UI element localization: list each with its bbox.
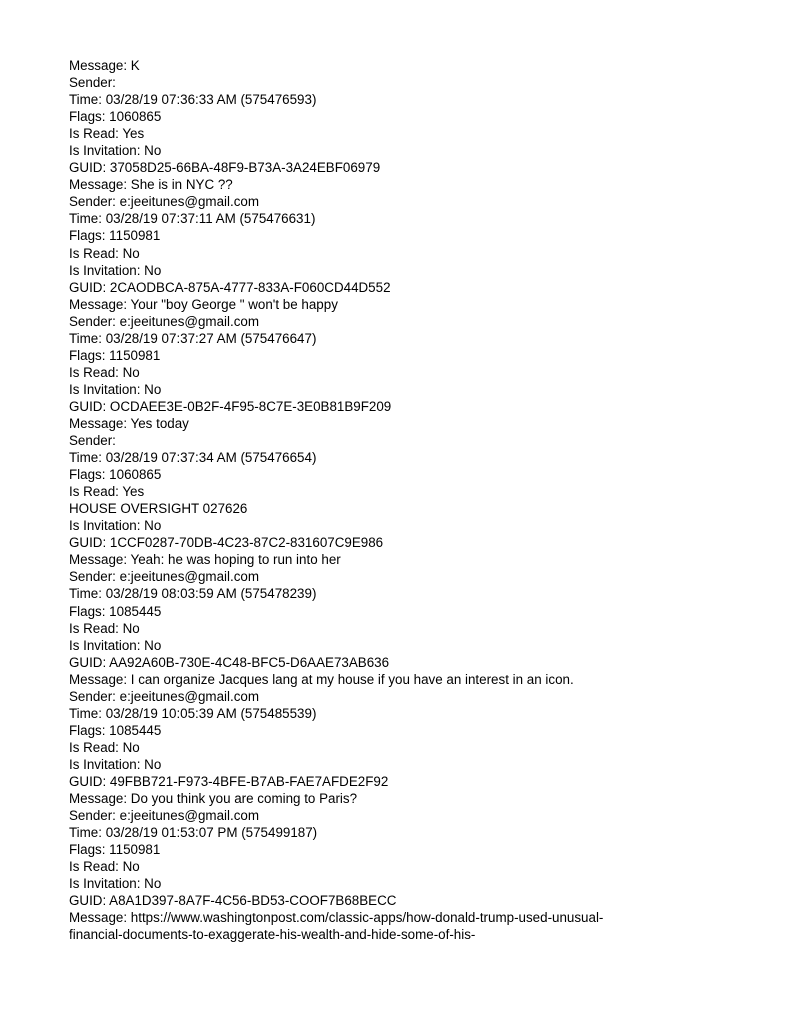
text-line: Time: 03/28/19 07:36:33 AM (575476593) [69,92,317,108]
text-line: Message: Do you think you are coming to Paris? [69,791,358,807]
text-line: Flags: 1060865 [69,467,162,483]
text-line: GUID: OCDAEE3E-0B2F-4F95-8C7E-3E0B81B9F209 [69,398,392,414]
text-line: Sender: e:jeeitunes@gmail.com [69,569,259,585]
text-line: Flags: 1150981 [69,228,161,244]
text-line: GUID: 1CCF0287-70DB-4C23-87C2-831607C9E986 [69,535,384,551]
text-line: Is Invitation: No [69,876,162,892]
text-line: Message: Yes today [69,415,189,431]
text-line: Is Read: No [69,859,140,875]
text-line: Is Invitation: No [69,518,162,534]
text-line: GUID: 37058D25-66BA-48F9-B73A-3A24EBF06979 [69,160,381,176]
text-line: GUID: A8A1D397-8A7F-4C56-BD53-COOF7B68BECC [69,893,397,909]
text-line: Flags: 1150981 [69,347,161,363]
text-line: Message: Your "boy George " won't be happy [69,296,338,312]
text-line: Is Invitation: No [69,143,162,159]
text-line: Message: She is in NYC ?? [69,177,233,193]
text-line: Time: 03/28/19 07:37:34 AM (575476654) [69,450,317,466]
text-line: Time: 03/28/19 07:37:27 AM (575476647) [69,330,317,346]
page-footer-stamp: HOUSE OVERSIGHT 027626 [69,501,248,517]
text-line: Sender: e:jeeitunes@gmail.com [69,688,259,704]
text-line: Message: K [69,58,140,73]
text-line: Is Read: Yes [69,126,145,142]
text-line: Time: 03/28/19 01:53:07 PM (575499187) [69,825,318,841]
text-line: Message: Yeah: he was hoping to run into her [69,552,341,568]
text-line: Time: 03/28/19 07:37:11 AM (575476631) [69,211,316,227]
text-line: Message: https://www.washingtonpost.com/classic-apps/how-donald-trump-used-unusual- [69,910,604,926]
text-line: Sender: [69,433,116,449]
text-line: Is Read: Yes [69,484,145,500]
text-line: Is Invitation: No [69,262,162,278]
text-line: Message: I can organize Jacques lang at my house if you have an interest in an icon. [69,671,574,687]
text-line: financial-documents-to-exaggerate-his-wealth-and-hide-some-of-his- [69,927,476,943]
text-line: Is Invitation: No [69,637,162,653]
text-line: Is Read: No [69,739,140,755]
text-line: Sender: e:jeeitunes@gmail.com [69,808,259,824]
document-page [69,57,769,943]
text-line: Sender: [69,75,116,91]
text-line: GUID: AA92A60B-730E-4C48-BFC5-D6AAE73AB636 [69,654,390,670]
text-line: Is Invitation: No [69,381,162,397]
text-line: GUID: 49FBB721-F973-4BFE-B7AB-FAE7AFDE2F92 [69,773,389,789]
text-line: Time: 03/28/19 10:05:39 AM (575485539) [69,705,317,721]
text-line: Is Read: No [69,245,140,261]
text-line: Sender: e:jeeitunes@gmail.com [69,194,259,210]
text-line: Time: 03/28/19 08:03:59 AM (575478239) [69,586,317,602]
text-line: GUID: 2CAODBCA-875A-4777-833A-F060CD44D552 [69,279,391,295]
text-line: Is Invitation: No [69,756,162,772]
text-line: Flags: 1085445 [69,722,162,738]
text-line: Flags: 1060865 [69,109,162,125]
text-line: Flags: 1085445 [69,603,162,619]
text-line: Flags: 1150981 [69,842,161,858]
text-line: Is Read: No [69,620,140,636]
text-line: Sender: e:jeeitunes@gmail.com [69,313,259,329]
text-line: Is Read: No [69,364,140,380]
